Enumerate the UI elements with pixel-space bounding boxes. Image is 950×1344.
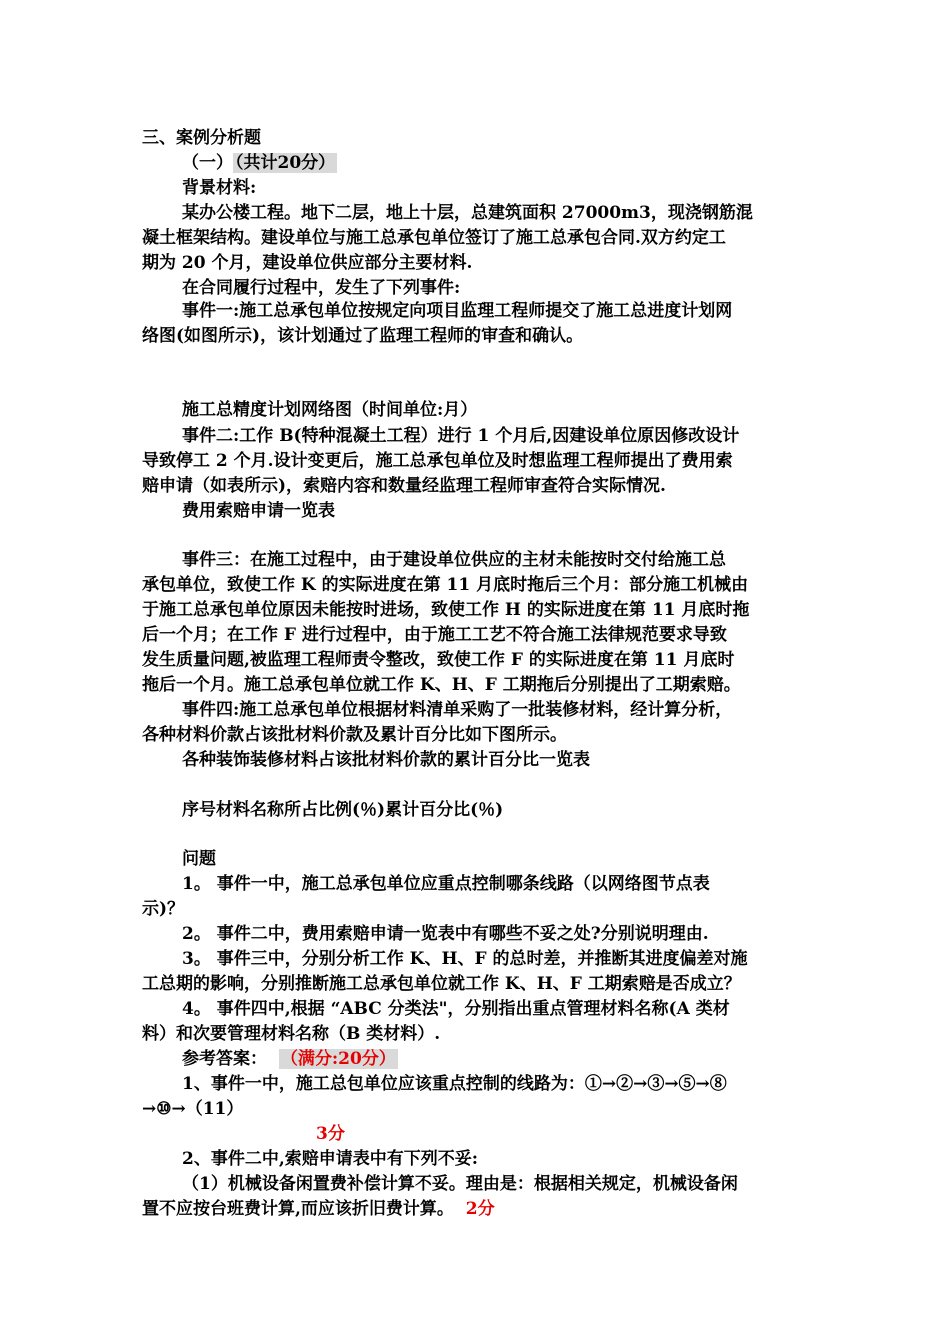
event3-line: 于施工总承包单位原因未能按时进场，致使工作 H 的实际进度在第 11 月底时拖 [142, 600, 750, 620]
event3-line: 承包单位，致使工作 K 的实际进度在第 11 月底时拖后三个月：部分施工机械由 [142, 575, 749, 595]
case-heading [182, 151, 337, 175]
case-number: （一） [182, 153, 233, 173]
question-line: 4。 事件四中,根据 “ABC 分类法"，分别指出重点管理材料名称(A 类材 [182, 999, 730, 1019]
materials-caption: 各种装饰装修材料占该批材料价款的累计百分比一览表 [182, 750, 590, 770]
event1-line: 络图(如图所示)，该计划通过了监理工程师的审查和确认。 [142, 326, 584, 346]
question-line: 示)？ [142, 899, 185, 919]
event3-line: 事件三：在施工过程中，由于建设单位供应的主材未能按时交付给施工总 [182, 550, 726, 570]
event2-line: 赔申请（如表所示)，索赔内容和数量经监理工程师审查符合实际情况. [142, 476, 666, 496]
background-label: 背景材料: [182, 178, 257, 198]
event3-line: 发生质量问题,被监理工程师责令整改，致使工作 F 的实际进度在第 11 月底时 [142, 650, 735, 670]
event3-line: 后一个月；在工作 F 进行过程中，由于施工工艺不符合施工法律规范要求导致 [142, 625, 727, 645]
answer2-heading: 2、事件二中,索赔申请表中有下列不妥: [182, 1149, 479, 1169]
events-intro: 在合同履行过程中，发生了下列事件: [182, 278, 461, 298]
question-line: 1。 事件一中，施工总承包单位应重点控制哪条线路（以网络图节点表 [182, 874, 710, 894]
answer-label: 参考答案： [182, 1049, 267, 1069]
claim-table-caption: 费用索赔申请一览表 [182, 501, 335, 521]
background-line: 凝土框架结构。建设单位与施工总承包单位签订了施工总承包合同.双方约定工 [142, 228, 726, 248]
case-score-highlight: （共计20分） [235, 153, 336, 173]
answer1-points: 3分 [316, 1124, 345, 1144]
section-title: 三、案例分析题 [142, 128, 261, 148]
answer-heading [182, 1047, 398, 1071]
answer2-item-line: （1）机械设备闲置费补偿计算不妥。理由是：根据相关规定，机械设备闲 [182, 1174, 738, 1194]
question-line: 料）和次要管理材料名称（B 类材料）. [142, 1024, 441, 1044]
event2-line: 导致停工 2 个月.设计变更后，施工总承包单位及时想监理工程师提出了费用索 [142, 451, 733, 471]
questions-label: 问题 [182, 849, 216, 869]
materials-table-header: 序号材料名称所占比例(％)累计百分比(％) [182, 800, 504, 820]
answer2-item-text: 置不应按台班费计算,而应该折旧费计算。 [142, 1199, 454, 1219]
event2-line: 事件二:工作 B(特种混凝土工程）进行 1 个月后,因建设单位原因修改设计 [182, 426, 740, 446]
network-caption: 施工总精度计划网络图（时间单位:月） [182, 400, 478, 420]
question-line: 工总期的影响，分别推断施工总承包单位就工作 K、H、F 工期索赔是否成立？ [142, 974, 741, 994]
answer2-item-points: 2分 [465, 1199, 495, 1219]
answer1-line: →⑩→（11） [142, 1099, 244, 1119]
event3-line: 拖后一个月。施工总承包单位就工作 K、H、F 工期拖后分别提出了工期索赔。 [142, 675, 741, 695]
answer-score-highlight: （满分:20分） [280, 1049, 396, 1069]
background-line: 期为 20 个月，建设单位供应部分主要材料. [142, 253, 473, 273]
question-line: 3。 事件三中，分别分析工作 K、H、F 的总时差，并推断其进度偏差对施 [182, 949, 748, 969]
background-line: 某办公楼工程。地下二层，地上十层，总建筑面积 27000m3，现浇钢筋混 [182, 203, 753, 223]
answer2-item-line2 [142, 1197, 495, 1221]
event4-line: 事件四:施工总承包单位根据材料清单采购了一批装修材料，经计算分析， [182, 700, 733, 720]
answer1-line: 1、事件一中，施工总包单位应该重点控制的线路为：①→②→③→⑤→⑧ [182, 1074, 727, 1094]
event1-line: 事件一:施工总承包单位按规定向项目监理工程师提交了施工总进度计划网 [182, 301, 733, 321]
question-line: 2。 事件二中，费用索赔申请一览表中有哪些不妥之处?分别说明理由. [182, 924, 709, 944]
event4-line: 各种材料价款占该批材料价款及累计百分比如下图所示。 [142, 725, 567, 745]
